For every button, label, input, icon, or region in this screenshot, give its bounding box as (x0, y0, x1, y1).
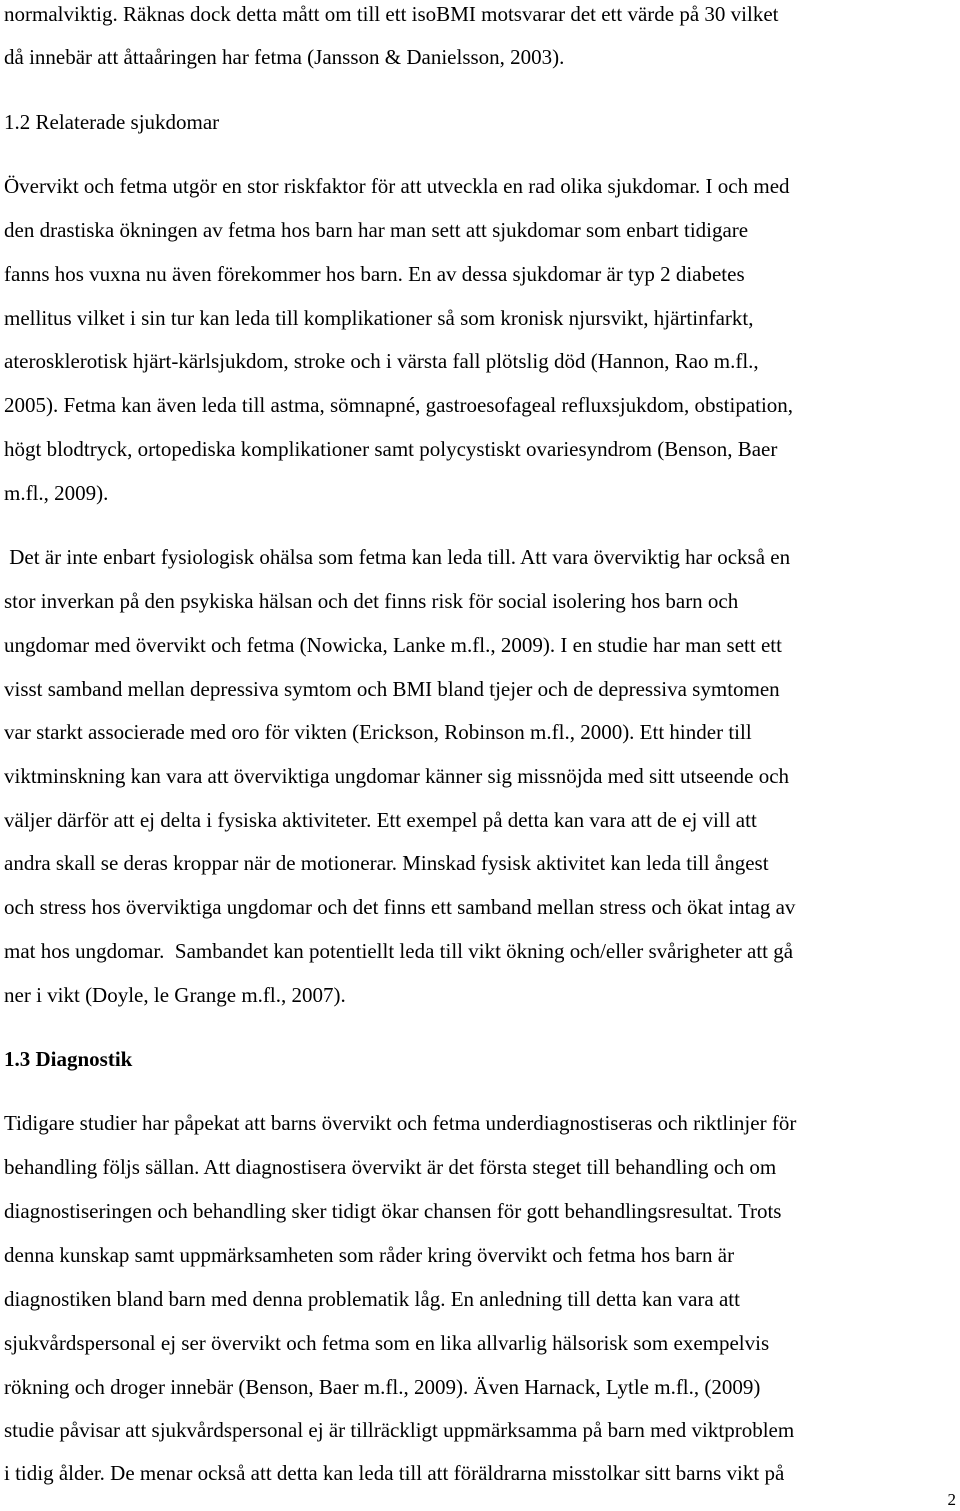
text-line: i tidig ålder. De menar också att detta kan leda till att föräldrarna misstolkar sitt barns vikt på (4, 1461, 785, 1485)
text-line: fanns hos vuxna nu även förekommer hos barn. En av dessa sjukdomar är typ 2 diabetes (4, 262, 745, 286)
text-line: rökning och droger innebär (Benson, Baer m.fl., 2009). Även Harnack, Lytle m.fl., (2009) (4, 1375, 761, 1399)
text-line: viktminskning kan vara att överviktiga ungdomar känner sig missnöjda med sitt utseende och (4, 764, 790, 788)
text-line: visst samband mellan depressiva symtom och BMI bland tjejer och de depressiva symtomen (4, 677, 780, 701)
text-line: 2005). Fetma kan även leda till astma, sömnapné, gastroesofageal refluxsjukdom, obstipation, (4, 393, 794, 417)
section-heading-1-3: 1.3 Diagnostik (4, 1047, 133, 1071)
text-line: Övervikt och fetma utgör en stor riskfaktor för att utveckla en rad olika sjukdomar. I och med (4, 174, 790, 198)
text-line: mat hos ungdomar. Sambandet kan potentiellt leda till vikt ökning och/eller svårigheter att gå (4, 939, 794, 963)
text-line: ungdomar med övervikt och fetma (Nowicka, Lanke m.fl., 2009). I en studie har man sett ett (4, 633, 782, 657)
text-line: stor inverkan på den psykiska hälsan och det finns risk för social isolering hos barn och (4, 589, 739, 613)
text-line: Tidigare studier har påpekat att barns övervikt och fetma underdiagnostiseras och riktlinjer för (4, 1111, 797, 1135)
text-line: behandling följs sällan. Att diagnostisera övervikt är det första steget till behandling och om (4, 1155, 777, 1179)
text-line: andra skall se deras kroppar när de motionerar. Minskad fysisk aktivitet kan leda till ångest (4, 851, 769, 875)
text-line: var starkt associerade med oro för vikten (Erickson, Robinson m.fl., 2000). Ett hinder till (4, 720, 752, 744)
text-line: högt blodtryck, ortopediska komplikationer samt polycystiskt ovariesyndrom (Benson, Baer (4, 437, 778, 461)
text-line: diagnostiseringen och behandling sker tidigt ökar chansen för gott behandlingsresultat. Trots (4, 1199, 782, 1223)
text-line: Det är inte enbart fysiologisk ohälsa som fetma kan leda till. Att vara överviktig har också en (4, 545, 791, 569)
text-line: ner i vikt (Doyle, le Grange m.fl., 2007). (4, 983, 346, 1007)
text-line: väljer därför att ej delta i fysiska aktiviteter. Ett exempel på detta kan vara att de ej vill att (4, 808, 757, 832)
text-line: och stress hos överviktiga ungdomar och det finns ett samband mellan stress och ökat intag av (4, 895, 796, 919)
text-line: då innebär att åttaåringen har fetma (Jansson & Danielsson, 2003). (4, 45, 565, 69)
text-line: den drastiska ökningen av fetma hos barn har man sett att sjukdomar som enbart tidigare (4, 218, 749, 242)
text-line: m.fl., 2009). (4, 481, 109, 505)
text-line: denna kunskap samt uppmärksamheten som råder kring övervikt och fetma hos barn är (4, 1243, 735, 1267)
text-line: normalviktig. Räknas dock detta mått om till ett isoBMI motsvarar det ett värde på 30 vilket (4, 2, 779, 26)
text-line: studie påvisar att sjukvårdspersonal ej är tillräckligt uppmärksamma på barn med viktproblem (4, 1418, 795, 1442)
text-line: aterosklerotisk hjärt-kärlsjukdom, stroke och i värsta fall plötslig död (Hannon, Rao m.fl., (4, 349, 759, 373)
text-line: diagnostiken bland barn med denna problematik låg. En anledning till detta kan vara att (4, 1287, 740, 1311)
section-heading-1-2: 1.2 Relaterade sjukdomar (4, 110, 220, 134)
page-number: 2 (947, 1490, 956, 1509)
text-line: mellitus vilket i sin tur kan leda till komplikationer så som kronisk njursvikt, hjärtinfarkt, (4, 306, 754, 330)
text-line: sjukvårdspersonal ej ser övervikt och fetma som en lika allvarlig hälsorisk som exempelvis (4, 1331, 770, 1355)
